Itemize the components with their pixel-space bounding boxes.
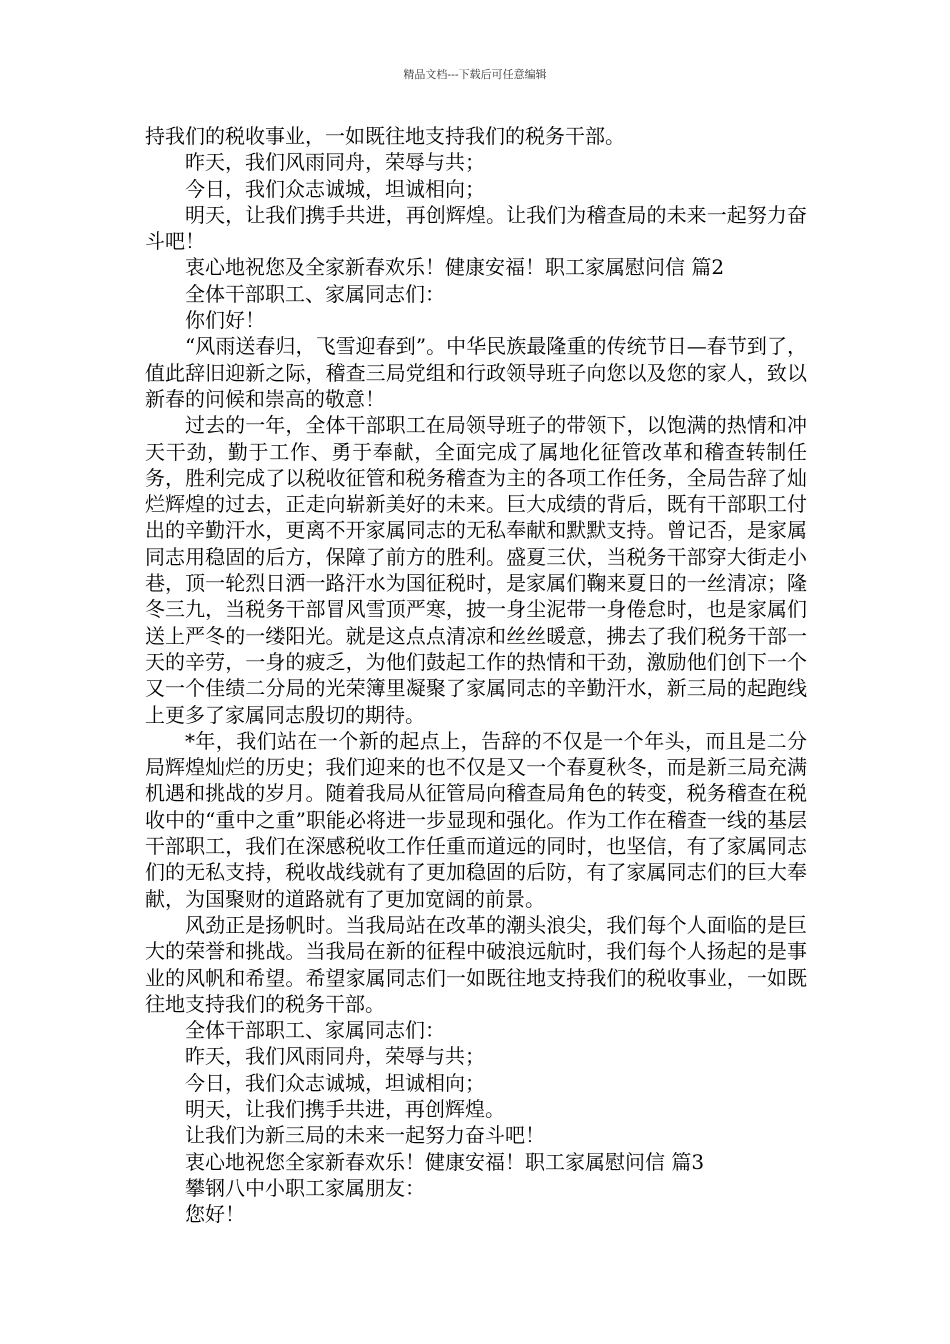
paragraph: 今日，我们众志诚城，坦诚相向； [185,1070,485,1095]
section-heading: 衷心地祝您及全家新春欢乐！健康安福！职工家属慰问信 篇2 [185,255,725,280]
paragraph: *年，我们站在一个新的起点上，告辞的不仅是一个年头，而且是二分局辉煌灿烂的历史；我们迎来的也不仅是又一个春夏秋冬，而是新三局充满机遇和挑战的岁月。随着我局从征管局向稽查局角色的转变，税务稽查在税收中的“重中之重”职能必将进一步显现和强化。作为工作在稽查一线的基层干部职工，我们在深感税收工作任重而道远的同时，也坚信，有了家属同志们的无私支持，税收战线就有了更加稳固的后防，有了家属同志们的巨大奉献，为国聚财的道路就有了更加宽阔的前景。 [145,728,807,911]
greeting: 你们好！ [185,308,265,333]
paragraph: 让我们为新三局的未来一起努力奋斗吧！ [185,1123,545,1148]
paragraph: 明天，让我们携手共进，再创辉煌。让我们为稽查局的未来一起努力奋斗吧！ [145,202,807,254]
salutation: 全体干部职工、家属同志们： [185,281,445,306]
salutation: 攀钢八中小职工家属朋友： [185,1175,425,1200]
paragraph: 昨天，我们风雨同舟，荣辱与共； [185,1044,485,1069]
paragraph: 过去的一年，全体干部职工在局领导班子的带领下，以饱满的热情和冲天干劲，勤于工作、勇于奉献，全面完成了属地化征管改革和稽查转制任务，胜利完成了以税收征管和税务稽查为主的各项工作任务，全局告辞了灿烂辉煌的过去，正走向崭新美好的未来。巨大成绩的背后，既有干部职工付出的辛勤汗水，更离不开家属同志的无私奉献和默默支持。曾记否，是家属同志用稳固的后方，保障了前方的胜利。盛夏三伏，当税务干部穿大街走小巷，顶一轮烈日洒一路汗水为国征税时，是家属们鞠来夏日的一丝清凉；隆冬三九，当税务干部冒风雪顶严寒，披一身尘泥带一身倦怠时，也是家属们送上严冬的一缕阳光。就是这点点清凉和丝丝暖意，拂去了我们税务干部一天的辛劳，一身的疲乏，为他们鼓起工作的热情和干劲，激励他们创下一个又一个佳绩二分局的光荣簿里凝聚了家属同志的辛勤汗水，新三局的起跑线上更多了家属同志殷切的期待。 [145,413,807,727]
paragraph: 持我们的税收事业，一如既往地支持我们的税务干部。 [145,124,625,148]
paragraph: 昨天，我们风雨同舟，荣辱与共； [185,150,485,175]
paragraph: “风雨送春归，飞雪迎春到”。中华民族最隆重的传统节日—春节到了，值此辞旧迎新之际，稽查三局党组和行政领导班子向您以及您的家人，致以新春的问候和崇高的敬意！ [145,334,807,411]
paragraph: 今日，我们众志诚城，坦诚相向； [185,176,485,201]
section-heading: 衷心地祝您全家新春欢乐！健康安福！职工家属慰问信 篇3 [185,1149,705,1174]
document-body [145,123,807,1227]
paragraph: 明天，让我们携手共进，再创辉煌。 [185,1096,505,1121]
page-header: 精品文档---下载后可任意编辑 [403,68,547,81]
salutation: 全体干部职工、家属同志们： [185,1018,445,1043]
paragraph: 风劲正是扬帆时。当我局站在改革的潮头浪尖，我们每个人面临的是巨大的荣誉和挑战。当我局在新的征程中破浪远航时，我们每个人扬起的是事业的风帆和希望。希望家属同志们一如既往地支持我们的税收事业，一如既往地支持我们的税务干部。 [145,912,807,1016]
greeting: 您好！ [185,1202,245,1227]
